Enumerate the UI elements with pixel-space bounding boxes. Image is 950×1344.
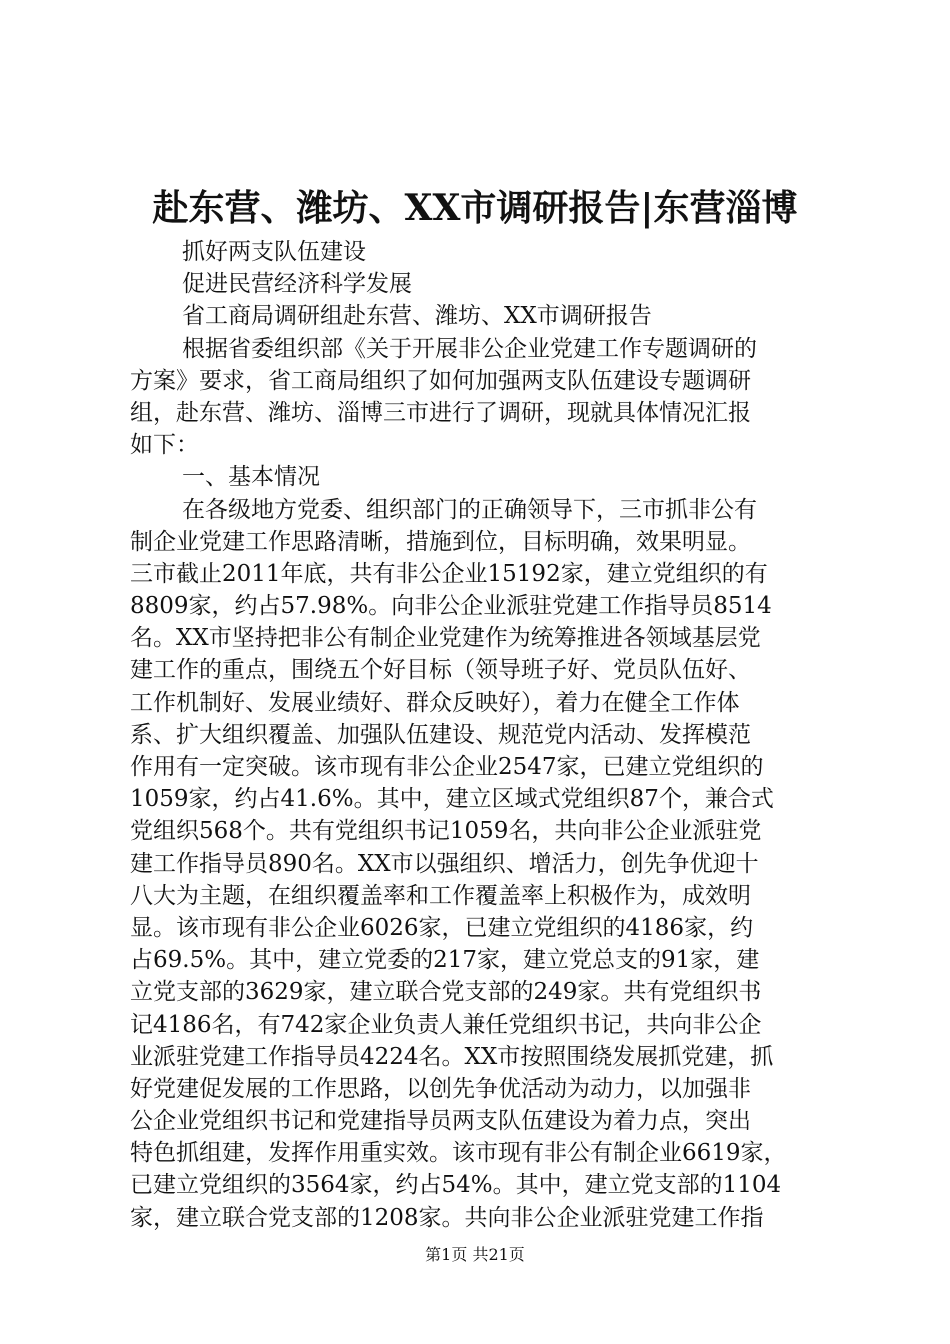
- paragraph-line: 业派驻党建工作指导员4224名。XX市按照围绕发展抓党建，抓: [130, 1043, 774, 1070]
- intro-line: 根据省委组织部《关于开展非公企业党建工作专题调研的: [182, 335, 757, 362]
- intro-line: 组，赴东营、潍坊、淄博三市进行了调研，现就具体情况汇报: [130, 399, 751, 426]
- document-title: 赴东营、潍坊、XX市调研报告|东营淄博: [152, 187, 798, 229]
- paragraph-line: 立党支部的3629家，建立联合党支部的249家。共有党组织书: [130, 979, 762, 1006]
- subheading-3: 省工商局调研组赴东营、潍坊、XX市调研报告: [182, 303, 652, 330]
- paragraph-line: 8809家，约占57.98%。向非公企业派驻党建工作指导员8514: [130, 593, 772, 620]
- paragraph-line: 公企业党组织书记和党建指导员两支队伍建设为着力点，突出: [130, 1108, 751, 1135]
- paragraph-line: 特色抓组建，发挥作用重实效。该市现有非公有制企业6619家，: [130, 1140, 787, 1167]
- paragraph-line: 工作机制好、发展业绩好、群众反映好），着力在健全工作体: [130, 689, 740, 716]
- subheading-2: 促进民营经济科学发展: [182, 271, 412, 298]
- paragraph-line: 名。XX市坚持把非公有制企业党建作为统筹推进各领域基层党: [130, 625, 761, 652]
- intro-line: 方案》要求，省工商局组织了如何加强两支队伍建设专题调研: [130, 367, 751, 394]
- paragraph-line: 家，建立联合党支部的1208家。共向非公企业派驻党建工作指: [130, 1204, 764, 1231]
- page-footer: 第1页 共21页: [425, 1245, 525, 1264]
- subheading-1: 抓好两支队伍建设: [182, 239, 366, 265]
- document-body: [130, 236, 830, 1234]
- paragraph-line: 在各级地方党委、组织部门的正确领导下，三市抓非公有: [182, 496, 757, 523]
- paragraph-line: 党组织568个。共有党组织书记1059名，共向非公企业派驻党: [130, 818, 762, 845]
- intro-line: 如下：: [130, 432, 199, 459]
- paragraph-line: 已建立党组织的3564家，约占54%。其中，建立党支部的1104: [130, 1172, 782, 1199]
- paragraph-line: 三市截止2011年底，共有非公企业15192家，建立党组织的有: [130, 560, 768, 587]
- paragraph-line: 好党建促发展的工作思路，以创先争优活动为动力，以加强非: [130, 1075, 751, 1102]
- paragraph-line: 制企业党建工作思路清晰，措施到位，目标明确，效果明显。: [130, 528, 751, 555]
- paragraph-line: 八大为主题，在组织覆盖率和工作覆盖率上积极作为，成效明: [130, 882, 751, 909]
- paragraph-line: 显。该市现有非公企业6026家，已建立党组织的4186家，约: [130, 914, 754, 941]
- paragraph-line: 系、扩大组织覆盖、加强队伍建设、规范党内活动、发挥模范: [130, 721, 751, 748]
- paragraph-line: 1059家，约占41.6%。其中，建立区域式党组织87个，兼合式: [130, 786, 774, 813]
- paragraph-line: 占69.5%。其中，建立党委的217家，建立党总支的91家，建: [130, 947, 760, 974]
- section-heading: 一、基本情况: [182, 464, 320, 491]
- paragraph-line: 作用有一定突破。该市现有非公企业2547家，已建立党组织的: [130, 754, 764, 780]
- paragraph-line: 建工作的重点，围绕五个好目标（领导班子好、党员队伍好、: [130, 657, 751, 684]
- paragraph-line: 记4186名，有742家企业负责人兼任党组织书记，共向非公企: [130, 1011, 762, 1038]
- paragraph-line: 建工作指导员890名。XX市以强组织、增活力，创先争优迎十: [130, 850, 759, 877]
